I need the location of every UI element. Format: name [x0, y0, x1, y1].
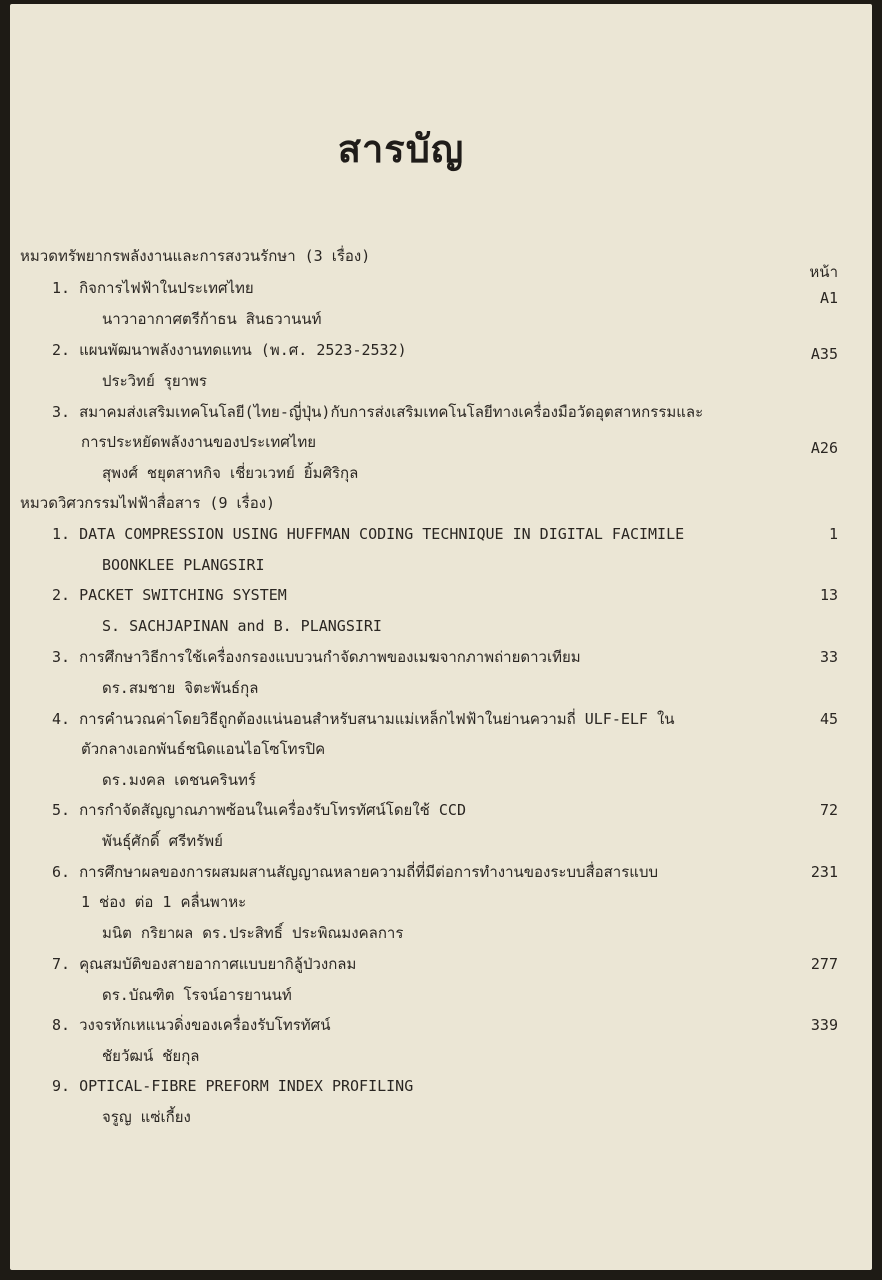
toc-entry-page: 231: [810, 863, 838, 881]
toc-entry-author: นาวาอากาศตรีก้าธน สินธวานนท์: [102, 310, 322, 328]
toc-entry-author: ชัยวัฒน์ ชัยกุล: [102, 1047, 200, 1065]
toc-entry-author: มนิต กริยาผล ดร.ประสิทธิ์ ประพิณมงคลการ: [102, 924, 404, 942]
toc-entry-title-cont: ตัวกลางเอกพันธ์ชนิดแอนไอโซโทรปิค: [81, 740, 326, 758]
toc-entry-title: 2. แผนพัฒนาพลังงานทดแทน (พ.ศ. 2523-2532): [52, 341, 407, 359]
toc-entry-title: 2. PACKET SWITCHING SYSTEM: [52, 586, 287, 604]
toc-entry-title-cont: การประหยัดพลังงานของประเทศไทย: [81, 433, 316, 451]
toc-entry-title: 5. การกำจัดสัญญาณภาพซ้อนในเครื่องรับโทรทัศน์โดยใช้ CCD: [52, 801, 466, 819]
document-page: [10, 4, 872, 1270]
toc-entry-page: A1: [819, 289, 838, 307]
page-column-header: หน้า: [809, 263, 838, 281]
toc-entry-page: A35: [810, 345, 838, 363]
toc-entry-author: ดร.บัณฑิต โรจน์อารยานนท์: [102, 986, 292, 1004]
toc-entry-author: ดร.มงคล เดชนครินทร์: [102, 771, 256, 789]
toc-entry-author: S. SACHJAPINAN and B. PLANGSIRI: [102, 617, 382, 635]
toc-entry-title: 6. การศึกษาผลของการผสมผสานสัญญาณหลายความถี่ที่มีต่อการทำงานของระบบสื่อสารแบบ: [52, 863, 658, 881]
toc-entry-page: 277: [810, 955, 838, 973]
toc-entry-author: BOONKLEE PLANGSIRI: [102, 556, 265, 574]
toc-entry-title: 1. กิจการไฟฟ้าในประเทศไทย: [52, 279, 254, 297]
toc-entry-title: 9. OPTICAL-FIBRE PREFORM INDEX PROFILING: [52, 1077, 414, 1095]
toc-entry-page: 1: [828, 525, 838, 543]
toc-entry-title: 8. วงจรหักเหแนวดิ่งของเครื่องรับโทรทัศน์: [52, 1016, 331, 1034]
toc-entry-title: 1. DATA COMPRESSION USING HUFFMAN CODING TECHNIQUE IN DIGITAL FACIMILE: [52, 525, 685, 543]
toc-entry-page: 72: [819, 801, 838, 819]
toc-entry-page: 33: [819, 648, 838, 666]
section-heading: หมวดทรัพยากรพลังงานและการสงวนรักษา (3 เรื่อง): [20, 247, 371, 265]
toc-entry-title: 7. คุณสมบัติของสายอากาศแบบยากิลู้ป่วงกลม: [52, 955, 357, 973]
section-heading: หมวดวิศวกรรมไฟฟ้าสื่อสาร (9 เรื่อง): [20, 494, 276, 512]
toc-entry-author: จรูญ แซ่เกี้ยง: [102, 1108, 191, 1126]
toc-entry-page: A26: [810, 439, 838, 457]
toc-entry-title: 3. การศึกษาวิธีการใช้เครื่องกรองแบบวนกำจัดภาพของเมฆจากภาพถ่ายดาวเทียม: [52, 648, 581, 666]
toc-entry-page: 339: [810, 1016, 838, 1034]
toc-entry-author: ประวิทย์ รุยาพร: [102, 372, 207, 390]
toc-entry-title: 4. การคำนวณค่าโดยวิธีถูกต้องแน่นอนสำหรับสนามแม่เหล็กไฟฟ้าในย่านความถี่ ULF-ELF ใน: [52, 710, 675, 728]
toc-entry-title-cont: 1 ช่อง ต่อ 1 คลื่นพาหะ: [81, 893, 247, 911]
page-title: สารบัญ: [337, 127, 465, 171]
toc-entry-author: พันธุ์ศักดิ์ ศรีทรัพย์: [102, 832, 223, 850]
toc-entry-author: ดร.สมชาย จิตะพันธ์กุล: [102, 679, 259, 697]
toc-entry-author: สุพงศ์ ชยุตสาหกิจ เชี่ยวเวทย์ ยิ้มศิริกุล: [102, 464, 359, 482]
toc-entry-page: 13: [819, 586, 838, 604]
toc-entry-title: 3. สมาคมส่งเสริมเทคโนโลยี(ไทย-ญี่ปุ่น)กับการส่งเสริมเทคโนโลยีทางเครื่องมือวัดอุตสาหกรรมและ: [52, 403, 704, 421]
toc-entry-page: 45: [819, 710, 838, 728]
